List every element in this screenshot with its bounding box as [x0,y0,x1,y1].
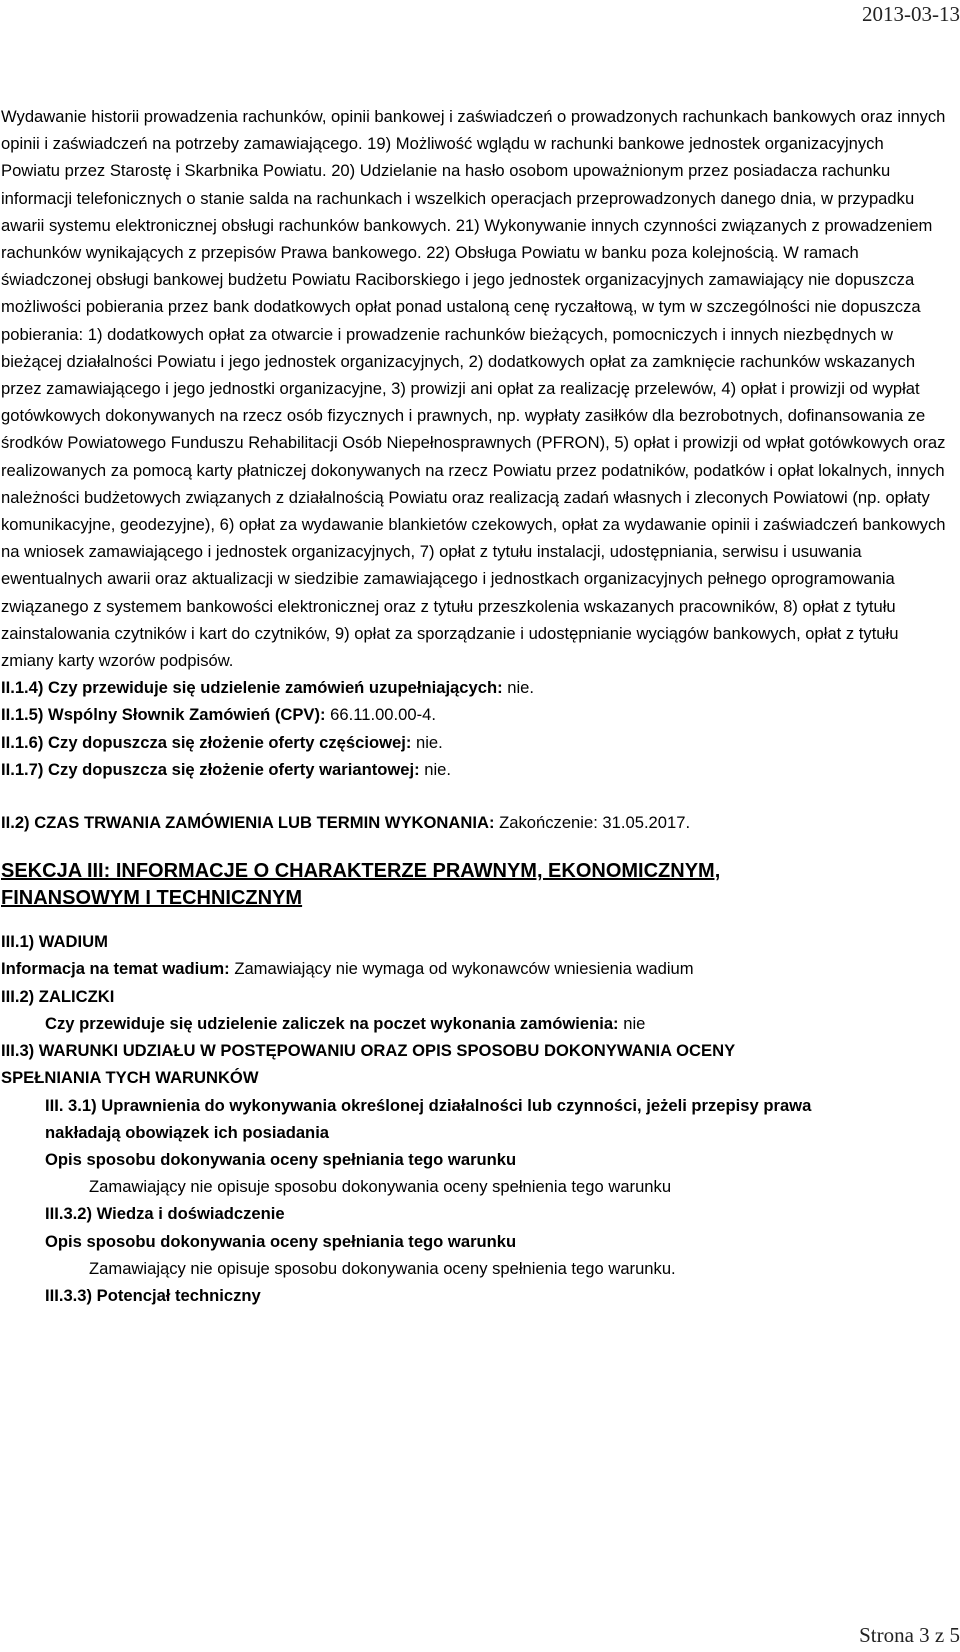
item-ii-1-6 [1,729,946,756]
page-footer-number: Strona 3 z 5 [859,1623,960,1647]
term-line [1,809,946,836]
wadium-value: Zamawiający nie wymaga od wykonawców wniesienia wadium [234,959,694,979]
warunki-heading-cont: SPEŁNIANIA TYCH WARUNKÓW [1,1068,259,1088]
warunki-heading: III.3) WARUNKI UDZIAŁU W POSTĘPOWANIU ORAZ OPIS SPOSOBU DOKONYWANIA OCENY [1,1041,736,1061]
item-label: II.1.4) Czy przewiduje się udzielenie zamówień uzupełniających: [1,678,503,698]
item-ii-1-4 [1,674,946,701]
zaliczki-label: Czy przewiduje się udzielenie zaliczek na poczet wykonania zamówienia: [45,1013,619,1033]
warunek-2-opis-value: Zamawiający nie opisuje sposobu dokonywania oceny spełnienia tego warunku. [89,1258,676,1278]
document-body [1,103,946,1309]
item-value: nie. [507,678,535,698]
item-ii-1-5 [1,701,946,728]
item-ii-1-7 [1,756,946,783]
item-label: II.1.7) Czy dopuszcza się złożenie oferty wariantowej: [1,759,420,779]
wadium-heading: III.1) WADIUM [1,932,108,952]
warunek-1-heading: III. 3.1) Uprawnienia do wykonywania określonej działalności lub czynności, jeżeli przepisy prawa [45,1095,812,1115]
item-label: II.1.5) Wspólny Słownik Zamówień (CPV): [1,705,326,725]
section-3-title-line2: FINANSOWYM I TECHNICZNYM [1,887,303,910]
wadium-info [1,955,946,982]
warunek-2-opis-label: Opis sposobu dokonywania oceny spełniania tego warunku [45,1231,517,1251]
wadium-label: Informacja na temat wadium: [1,959,230,979]
term-value: Zakończenie: 31.05.2017. [499,813,691,833]
zaliczki-value: nie [623,1013,646,1033]
item-value: nie. [424,759,452,779]
zaliczki-info [1,1010,946,1037]
warunek-3-heading: III.3.3) Potencjał techniczny [45,1285,261,1305]
item-value: nie. [416,732,443,752]
body-paragraph: Wydawanie historii prowadzenia rachunków, opinii bankowej i zaświadczeń o prowadzonych rachunkach bankowych oraz innych opinii i zaświadczeń na potrzeby zamawiającego. 19) Możliwość wglądu w rachunki bankowe jednostek organizacyjnych Powiatu przez Starostę i Skarbnika Powiatu. 20) Udzielanie na hasło osobom upoważnionym przez posiadacza rachunku informacji telefonicznych o stanie salda na rachunkach i wszelkich operacjach przeprowadzonych danego dnia, w przypadku awarii systemu elektronicznej obsługi rachunków bankowych. 21) Wykonywanie innych czynności związanych z prowadzeniem rachunków wynikających z przepisów Prawa bankowego. 22) Obsługa Powiatu w banku poza kolejnością. W ramach świadczonej obsługi bankowej budżetu Powiatu Raciborskiego i jego jednostek organizacyjnych zamawiający nie dopuszcza możliwości pobierania przez bank dodatkowych opłat ponad ustaloną cenę ryczałtową, w tym w szczególności nie dopuszcza pobierania: 1) dodatkowych opłat za otwarcie i prowadzenie rachunków bieżących, pomocniczych i innych niezbędnych w bieżącej działalności Powiatu i jego jednostek organizacyjnych, 2) dodatkowych opłat za zamknięcie rachunków wskazanych przez zamawiającego i jego jednostki organizacyjne, 3) prowizji ani opłat za realizację przelewów, 4) opłat i prowizji od wypłat gotówkowych dokonywanych na rzecz osób fizycznych i prawnych, np. wypłaty zasiłków dla bezrobotnych, dofinansowania ze środków Powiatowego Funduszu Rehabilitacji Osób Niepełnosprawnych (PFRON), 5) opłat i prowizji od wpłat gotówkowych oraz realizowanych za pomocą karty płatniczej dokonywanych na rzecz Powiatu przez podatników, podatków i opłat lokalnych, innych należności budżetowych związanych z działalnością Powiatu oraz realizacją zadań własnych i zleconych Powiatowi (np. opłaty komunikacyjne, geodezyjne), 6) opłat za wydawanie blankietów czekowych, opłat za wydawanie opinii i zaświadczeń bankowych na wniosek zamawiającego i jednostek organizacyjnych, 7) opłat z tytułu instalacji, udostępniania, serwisu i usuwania ewentualnych awarii oraz aktualizacji w siedzibie zamawiającego i jednostkach organizacyjnych pełnego oprogramowania związanego z systemem bankowości elektronicznej oraz z tytułu przeszkolenia wskazanych pracowników, 8) opłat z tytułu zainstalowania czytników i kart do czytników, 9) opłat za sporządzanie i udostępnianie wyciągów bankowych, opłat z tytułu zmiany karty wzorów podpisów. [1,107,946,671]
warunek-1-heading-cont: nakładają obowiązek ich posiadania [45,1122,330,1142]
section-3-title-line1: SEKCJA III: INFORMACJE O CHARAKTERZE PRAWNYM, EKONOMICZNYM, [1,860,721,883]
zaliczki-heading: III.2) ZALICZKI [1,986,115,1006]
item-label: II.1.6) Czy dopuszcza się złożenie oferty częściowej: [1,732,412,752]
warunek-1-opis-value: Zamawiający nie opisuje sposobu dokonywania oceny spełnienia tego warunku [89,1177,672,1197]
term-label: II.2) CZAS TRWANIA ZAMÓWIENIA LUB TERMIN WYKONANIA: [1,813,495,833]
warunek-1-opis-label: Opis sposobu dokonywania oceny spełniania tego warunku [45,1149,517,1169]
page-header-date: 2013-03-13 [862,2,960,26]
item-value: 66.11.00.00-4. [330,705,436,725]
section-3-title [1,858,946,912]
warunek-2-heading: III.3.2) Wiedza i doświadczenie [45,1204,285,1224]
